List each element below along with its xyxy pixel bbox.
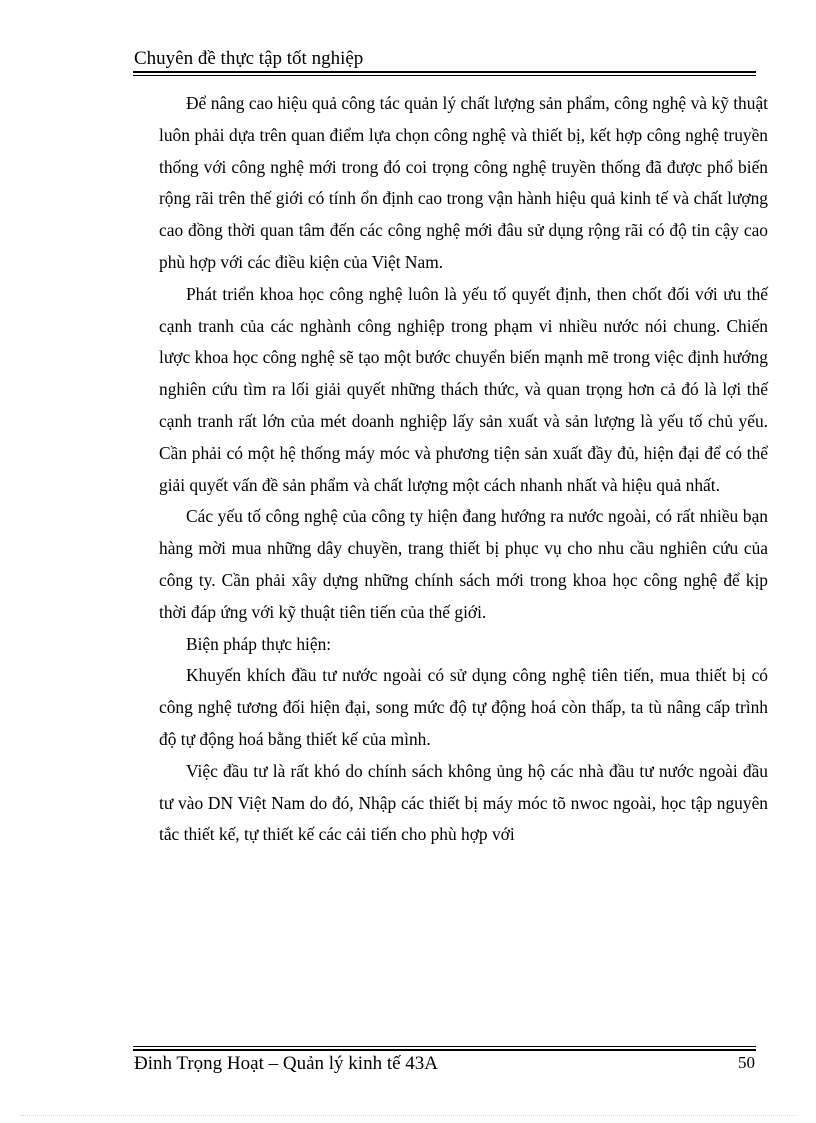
- page-bottom-dotted-border: [20, 1115, 796, 1116]
- paragraph-technology-factors: Các yếu tố công nghệ của công ty hiện đang hướng ra nước ngoài, có rất nhiều bạn hàng mời mua những dây chuyền, trang thiết bị phục vụ cho nhu cầu nghiên cứu của công ty. Cần phải xây dựng những chính sách mới trong khoa học công nghệ để kịp thời đáp ứng với kỹ thuật tiên tiến của thế giới.: [159, 506, 768, 622]
- paragraph-quality-management: Để nâng cao hiệu quả công tác quản lý chất lượng sản phẩm, công nghệ và kỹ thuật luôn phải dựa trên quan điểm lựa chọn công nghệ và thiết bị, kết hợp công nghệ truyền thống với công nghệ mới trong đó coi trọng công nghệ truyền thống đã được phổ biến rộng rãi trên thế giới có tính ổn định cao trong vận hành hiệu quả kinh tế và chất lượng cao đồng thời quan tâm đến các công nghệ mới đâu sử dụng rộng rãi có độ tin cậy cao phù hợp với các điều kiện của Việt Nam.: [159, 93, 768, 272]
- body-text: [159, 88, 768, 851]
- footer-rule-thick: [133, 1049, 756, 1051]
- footer-author: Đinh Trọng Hoạt – Quản lý kinh tế 43A: [134, 1053, 438, 1074]
- paragraph-encourage-investment: Khuyến khích đầu tư nước ngoài có sử dụng công nghệ tiên tiến, mua thiết bị có công nghệ tương đối hiện đại, song mức độ tự động hoá còn thấp, ta tù nâng cấp trình độ tự động hoá bằng thiết kế của mình.: [159, 665, 768, 749]
- footer-rule-thin: [133, 1046, 756, 1047]
- header-rule-thin: [133, 75, 756, 76]
- header-rule-thick: [133, 71, 756, 73]
- page-number: 50: [738, 1053, 755, 1072]
- paragraph-investment-difficulty: Việc đầu tư là rất khó do chính sách không ủng hộ các nhà đầu tư nước ngoài đầu tư vào DN Việt Nam do đó, Nhập các thiết bị máy móc tõ nwoc ngoài, học tập nguyên tắc thiết kế, tự thiết kế các cải tiến cho phù hợp với: [159, 760, 768, 845]
- paragraph-implementation-heading: Biện pháp thực hiện:: [186, 633, 332, 654]
- paragraph-science-technology: Phát triển khoa học công nghệ luôn là yếu tố quyết định, then chốt đối với ưu thế cạnh tranh của các nghành công nghiệp trong phạm vi nhiều nước nói chung. Chiến lược khoa học công nghệ sẽ tạo một bước chuyển biến mạnh mẽ trong việc định hướng nghiên cứu tìm ra lối giải quyết những thách thức, và quan trọng hơn cả đó là lợi thế cạnh tranh rất lớn của mét doanh nghiệp lấy sản xuất và sản lượng là yếu tố chủ yếu. Cần phải có một hệ thống máy móc và phương tiện sản xuất đầy đủ, hiện đại để có thể giải quyết vấn đề sản phẩm và chất lượng một cách nhanh nhất và hiệu quả nhất.: [159, 283, 768, 495]
- page-header-title: Chuyên đề thực tập tốt nghiệp: [134, 48, 364, 69]
